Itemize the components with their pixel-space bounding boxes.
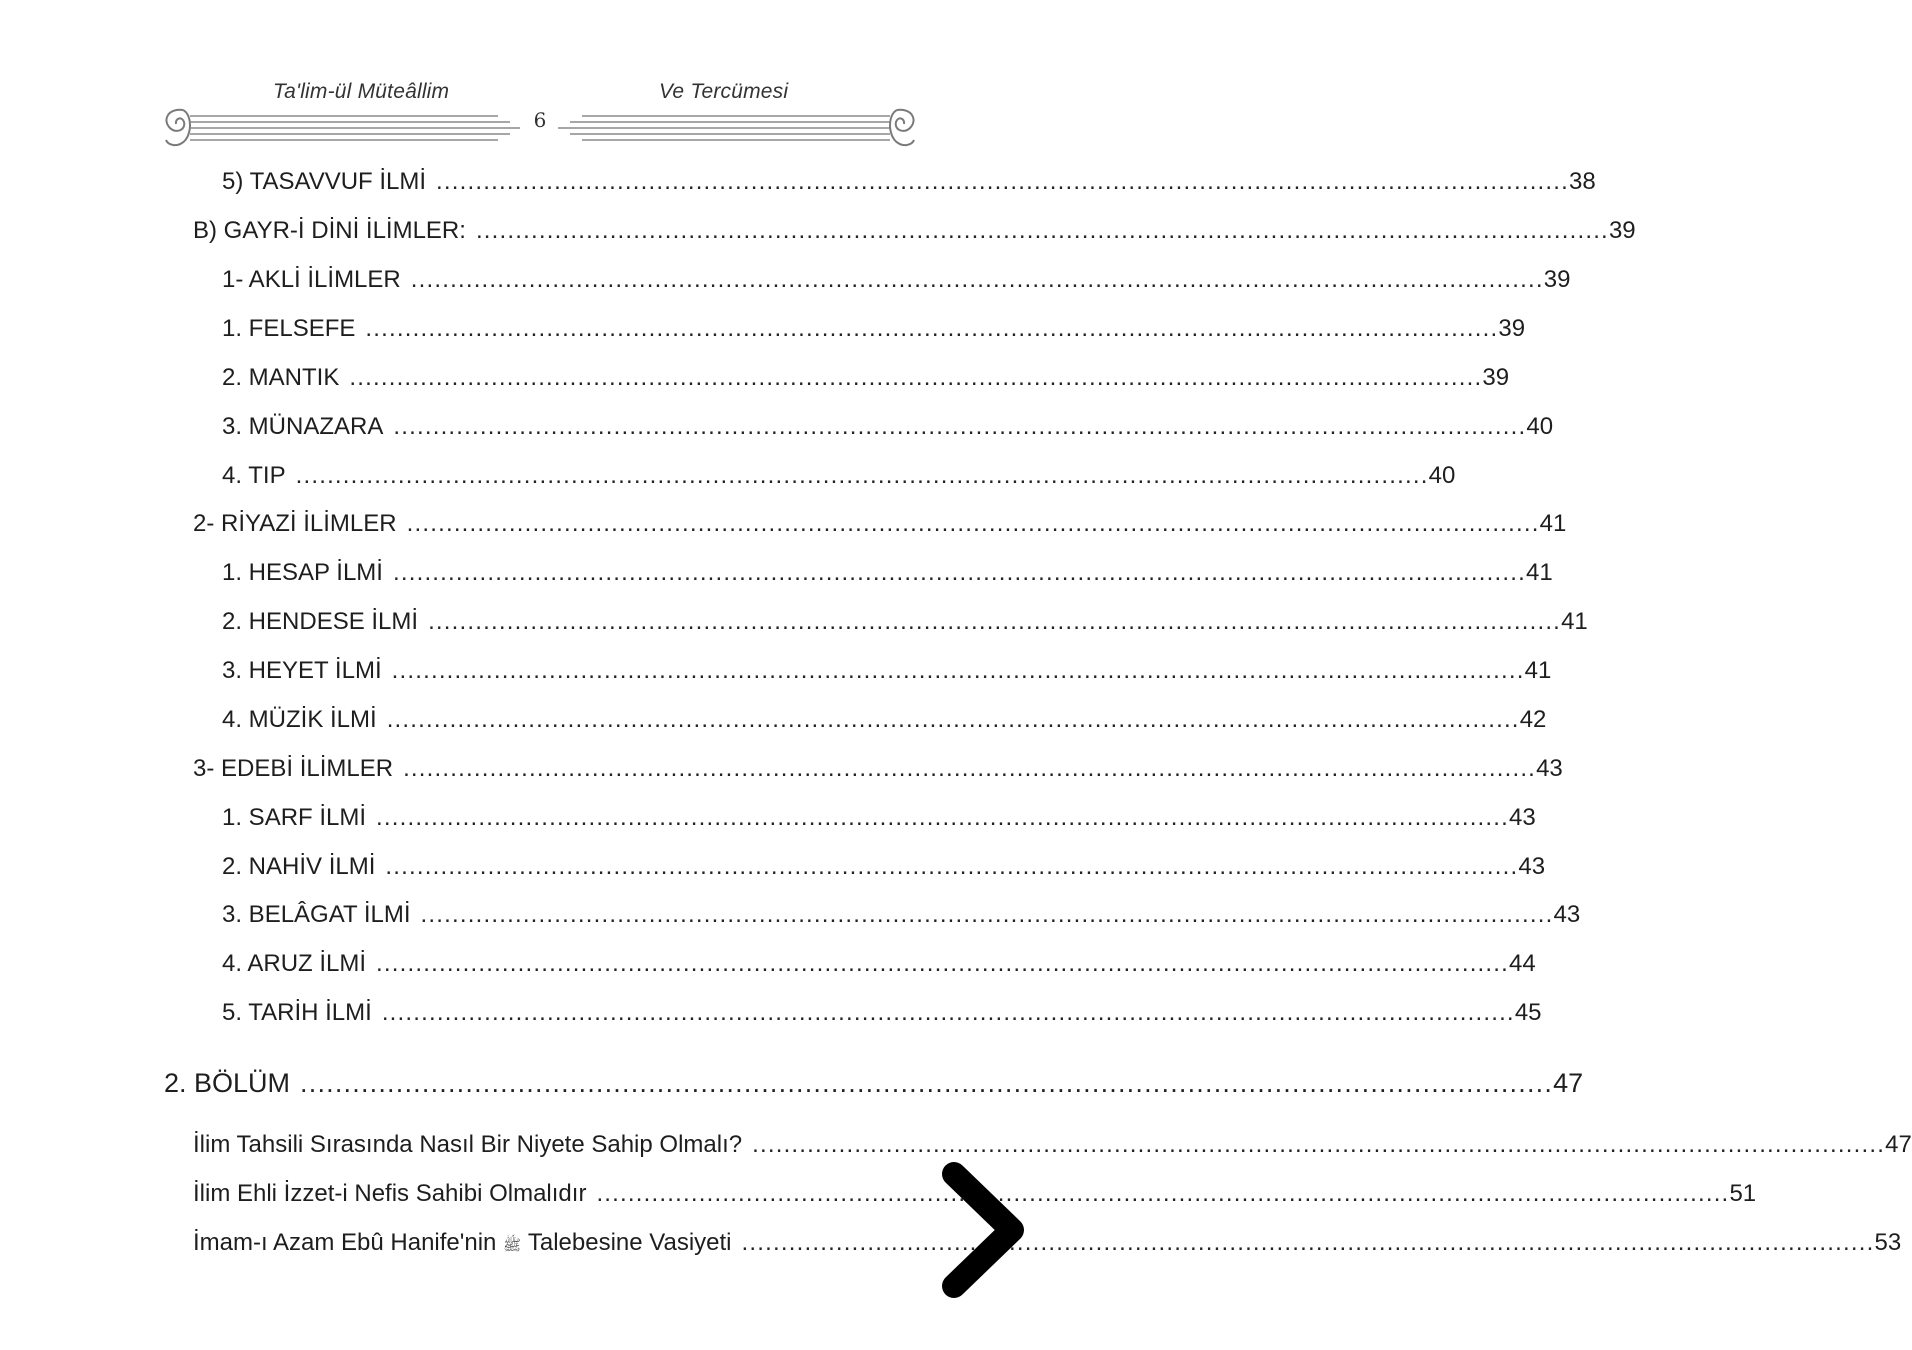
running-title-right: Ve Tercümesi <box>659 80 789 103</box>
toc-entry-label: 3. HEYET İLMİ <box>222 657 382 684</box>
toc-entry-page: 38 <box>1569 168 1596 195</box>
dot-leader: ................................................................................................................................................ <box>376 804 1510 831</box>
toc-entry-page: 41 <box>1539 510 1567 537</box>
dot-leader: ................................................................................................................................................ <box>393 413 1527 440</box>
toc-section-entry[interactable] <box>193 1179 1757 1209</box>
toc-section-entry[interactable] <box>193 1228 1902 1260</box>
dot-leader: ................................................................................................................................................ <box>365 315 1499 342</box>
dot-leader: ................................................................................................................................................ <box>392 559 1526 586</box>
toc-entry[interactable] <box>222 803 1536 833</box>
toc-section-label: İlim Tahsili Sırasında Nasıl Bir Niyete Sahip Olmalı? <box>193 1131 743 1158</box>
toc-entry-label: 3- EDEBİ İLİMLER <box>193 755 394 782</box>
dot-leader: ................................................................................................................................................ <box>376 950 1510 977</box>
toc-entry[interactable] <box>222 314 1526 344</box>
toc-entry-page: 44 <box>1509 950 1536 977</box>
toc-section-label <box>193 1228 742 1260</box>
toc-entry-label: 5) TASAVVUF İLMİ <box>222 168 427 195</box>
toc-entry-label: 2. NAHİV İLMİ <box>222 853 376 880</box>
toc-entry-page: 43 <box>1518 853 1546 880</box>
dot-leader: ................................................................................................................................................ <box>406 510 1540 537</box>
toc-entry-label: 4. ARUZ İLMİ <box>222 950 367 977</box>
toc-entry-page: 39 <box>1608 217 1636 244</box>
toc-entry-label: 4. MÜZİK İLMİ <box>222 706 377 733</box>
toc-entry[interactable] <box>222 558 1553 588</box>
toc-entry[interactable] <box>222 412 1554 442</box>
toc-section-page: 47 <box>1885 1131 1912 1158</box>
dot-leader: ................................................................................................................................................ <box>420 901 1554 928</box>
toc-section-label: İlim Ehli İzzet-i Nefis Sahibi Olmalıdır <box>193 1180 587 1207</box>
dot-leader: ................................................................................................................................................ <box>386 706 1520 733</box>
toc-entry-label: 2. MANTIK <box>222 364 340 391</box>
toc-chapter-page: 47 <box>1553 1068 1584 1098</box>
toc-section-entry[interactable] <box>193 1130 1912 1160</box>
toc-section-page: 51 <box>1729 1180 1757 1207</box>
toc-entry-page: 43 <box>1509 804 1536 831</box>
toc-entry[interactable] <box>193 509 1567 539</box>
running-title-left: Ta'lim-ül Müteâllim <box>273 80 450 103</box>
dot-leader: ................................................................................................................................................ <box>403 755 1537 782</box>
toc-entry-label: 2- RİYAZİ İLİMLER <box>193 510 397 537</box>
dot-leader: ................................................................................................................................................ <box>300 1068 1554 1098</box>
toc-entry-page: 40 <box>1428 462 1456 489</box>
toc-entry[interactable] <box>222 461 1456 491</box>
toc-entry[interactable] <box>222 607 1588 637</box>
toc-entry-label: 3. BELÂGAT İLMİ <box>222 901 411 928</box>
toc-entry[interactable] <box>222 949 1536 979</box>
toc-entry-label: 1- AKLİ İLİMLER <box>222 266 401 293</box>
toc-entry-page: 39 <box>1482 364 1510 391</box>
toc-entry[interactable] <box>222 705 1547 735</box>
toc-entry[interactable] <box>222 852 1546 882</box>
toc-entry-page: 41 <box>1524 657 1552 684</box>
toc-entry-label: 2. HENDESE İLMİ <box>222 608 419 635</box>
page-number: 6 <box>533 108 547 132</box>
toc-entry[interactable] <box>193 754 1563 784</box>
toc-entry-page: 43 <box>1536 755 1563 782</box>
toc-entry-label: 3. MÜNAZARA <box>222 413 384 440</box>
toc-entry-page: 39 <box>1543 266 1571 293</box>
dot-leader: ................................................................................................................................................ <box>385 853 1519 880</box>
dot-leader: ................................................................................................................................................ <box>428 608 1562 635</box>
toc-entry-page: 41 <box>1561 608 1588 635</box>
chevron-right-icon[interactable] <box>940 1160 1030 1300</box>
dot-leader: ................................................................................................................................................ <box>295 462 1429 489</box>
toc-section-label-start: İmam-ı Azam Ebû Hanife'nin <box>193 1229 497 1256</box>
toc-entry[interactable] <box>222 265 1571 295</box>
toc-entry-page: 45 <box>1514 999 1542 1026</box>
toc-entry-label: 4. TIP <box>222 462 286 489</box>
dot-leader: ................................................................................................................................................ <box>391 657 1525 684</box>
dot-leader: ................................................................................................................................................ <box>381 999 1515 1026</box>
toc-entry[interactable] <box>193 216 1636 246</box>
toc-entry-page: 41 <box>1525 559 1553 586</box>
toc-section-label-end: Talebesine Vasiyeti <box>527 1229 732 1256</box>
dot-leader: ................................................................................................................................................ <box>410 266 1544 293</box>
dot-leader: ................................................................................................................................................ <box>741 1229 1875 1256</box>
dot-leader: ................................................................................................................................................ <box>349 364 1483 391</box>
toc-entry[interactable] <box>222 656 1552 686</box>
toc-entry-page: 40 <box>1526 413 1554 440</box>
toc-chapter-label: 2. BÖLÜM <box>164 1068 291 1098</box>
dot-leader: ................................................................................................................................................ <box>752 1131 1886 1158</box>
dot-leader: ................................................................................................................................................ <box>596 1180 1730 1207</box>
toc-entry-label: 1. HESAP İLMİ <box>222 559 383 586</box>
toc-entry-label: 1. SARF İLMİ <box>222 804 367 831</box>
toc-entry[interactable] <box>222 998 1542 1028</box>
dot-leader: ................................................................................................................................................ <box>475 217 1609 244</box>
toc-entry-page: 39 <box>1498 315 1526 342</box>
toc-entry[interactable] <box>222 900 1581 930</box>
toc-entry-page: 43 <box>1553 901 1581 928</box>
toc-entry-label: 1. FELSEFE <box>222 315 356 342</box>
toc-entry-label: 5. TARİH İLMİ <box>222 999 372 1026</box>
dot-leader: ................................................................................................................................................ <box>436 168 1570 195</box>
honorific-symbol: ﷺ <box>503 1236 522 1254</box>
toc-entry[interactable] <box>222 363 1510 393</box>
toc-chapter-entry[interactable] <box>164 1066 1584 1100</box>
toc-entry[interactable] <box>222 167 1596 197</box>
toc-entry-label: B) GAYR-İ DİNİ İLİMLER: <box>193 217 466 244</box>
toc-entry-page: 42 <box>1519 706 1547 733</box>
toc-section-page: 53 <box>1874 1229 1902 1256</box>
